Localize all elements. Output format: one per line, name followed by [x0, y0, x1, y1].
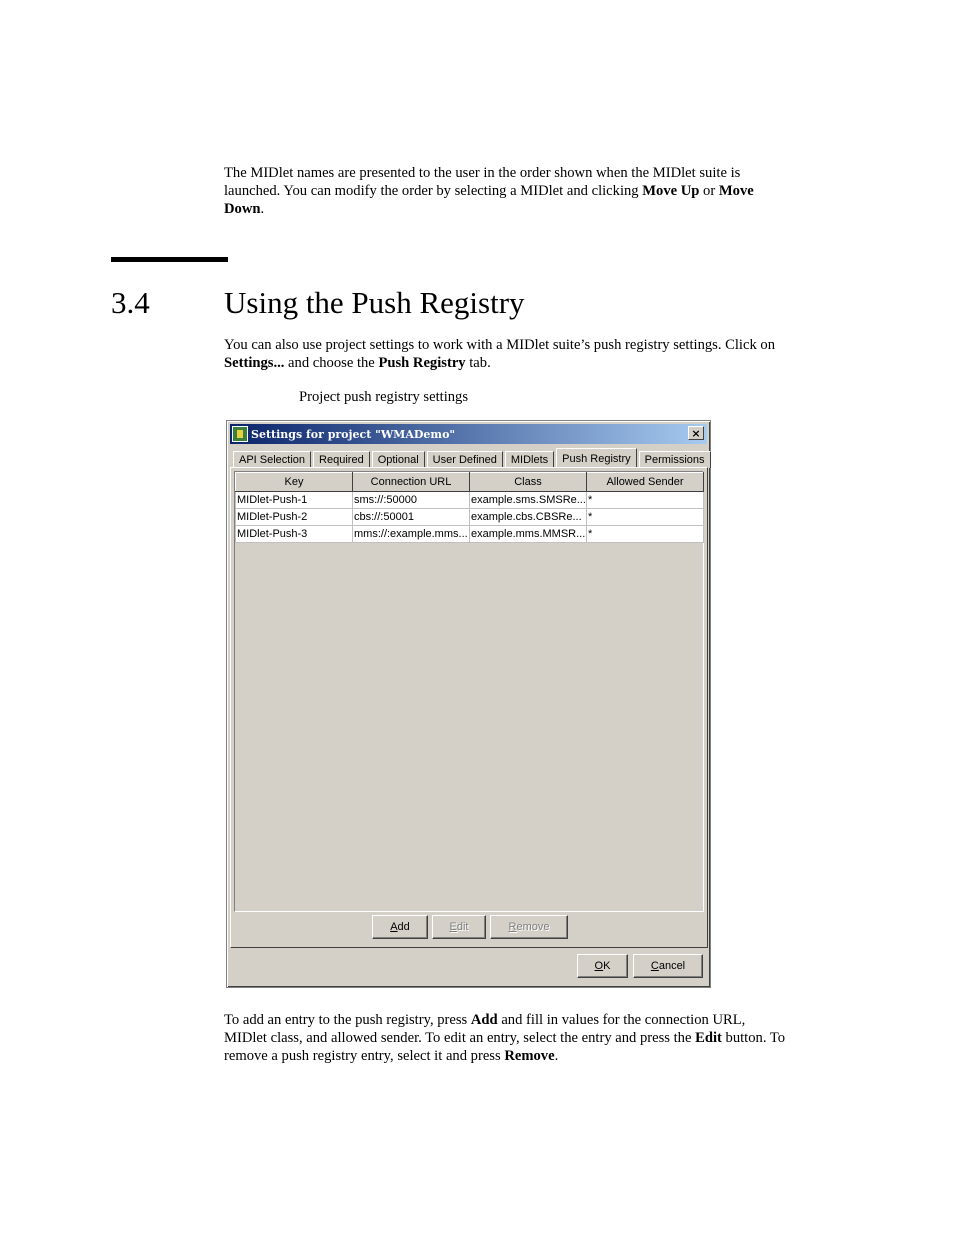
- tab-strip: [233, 448, 713, 468]
- settings-dialog: [226, 420, 711, 988]
- cell-key[interactable]: MIDlet-Push-1: [236, 492, 353, 509]
- dialog-title: Settings for project "WMADemo": [251, 427, 456, 441]
- table-header-row: [236, 473, 704, 492]
- add-button[interactable]: [372, 915, 428, 939]
- column-header-allowed-sender[interactable]: Allowed Sender: [587, 473, 704, 492]
- intro-text: The MIDlet names are presented to the user in the order shown when the MIDlet suite is launched. You can modify the order by selecting a MIDlet and clicking: [224, 165, 741, 199]
- push-registry-table: [235, 472, 704, 543]
- column-header-class[interactable]: Class: [470, 473, 587, 492]
- add-mnemonic: A: [390, 921, 398, 933]
- para-text: button. To remove a push registry entry, select it and press: [224, 1030, 786, 1064]
- push-registry-term: Push Registry: [378, 355, 466, 371]
- section-number: 3.4: [111, 285, 150, 320]
- remove-label: emove: [516, 921, 550, 933]
- dialog-titlebar[interactable]: [230, 424, 707, 444]
- move-up-term: Move Up: [642, 183, 700, 199]
- tab-midlets[interactable]: MIDlets: [505, 451, 554, 468]
- ok-label: K: [603, 960, 611, 972]
- cell-connection-url[interactable]: cbs://:50001: [353, 509, 470, 526]
- column-header-connection-url[interactable]: Connection URL: [353, 473, 470, 492]
- intro-text: or: [699, 183, 719, 199]
- para-text: tab.: [465, 355, 491, 371]
- cell-class[interactable]: example.sms.SMSRe...: [470, 492, 587, 509]
- remove-button[interactable]: [490, 915, 568, 939]
- app-icon: [232, 426, 248, 442]
- edit-label: dit: [456, 921, 469, 933]
- cell-key[interactable]: MIDlet-Push-3: [236, 526, 353, 543]
- add-label: dd: [397, 921, 410, 933]
- ok-mnemonic: O: [594, 960, 604, 972]
- para-text: You can also use project settings to work with a MIDlet suite’s push registry settings. Click on: [224, 337, 775, 353]
- remove-mnemonic: R: [508, 921, 517, 933]
- cell-allowed-sender[interactable]: *: [587, 509, 704, 526]
- add-term: Add: [470, 1012, 498, 1028]
- figure-caption: Project push registry settings: [299, 389, 469, 405]
- para-text: To add an entry to the push registry, press: [224, 1012, 471, 1028]
- cell-key[interactable]: MIDlet-Push-2: [236, 509, 353, 526]
- para-text: .: [554, 1048, 559, 1064]
- move-down-term: Move Down: [224, 183, 754, 217]
- table-row[interactable]: [236, 526, 704, 543]
- tab-user-defined[interactable]: User Defined: [427, 451, 503, 468]
- cell-connection-url[interactable]: mms://:example.mms...: [353, 526, 470, 543]
- cancel-mnemonic: C: [650, 960, 659, 972]
- cell-connection-url[interactable]: sms://:50000: [353, 492, 470, 509]
- column-header-key[interactable]: Key: [236, 473, 353, 492]
- edit-mnemonic: E: [449, 921, 457, 933]
- ok-button[interactable]: [577, 954, 628, 978]
- cell-allowed-sender[interactable]: *: [587, 526, 704, 543]
- intro-paragraph: [224, 164, 786, 218]
- cell-class[interactable]: example.cbs.CBSRe...: [470, 509, 587, 526]
- cancel-button[interactable]: [633, 954, 703, 978]
- add-edit-remove-paragraph: [224, 1011, 786, 1065]
- push-registry-paragraph: [224, 336, 786, 372]
- section-title: Using the Push Registry: [224, 285, 525, 320]
- tab-push-registry[interactable]: Push Registry: [556, 448, 636, 468]
- table-row[interactable]: [236, 509, 704, 526]
- section-rule: [111, 257, 228, 262]
- cancel-label: ancel: [658, 960, 686, 972]
- tab-api-selection[interactable]: API Selection: [233, 451, 311, 468]
- edit-term: Edit: [695, 1030, 722, 1046]
- settings-term: Settings...: [224, 355, 285, 371]
- close-icon[interactable]: ×: [688, 426, 704, 440]
- tab-permissions[interactable]: Permissions: [639, 451, 711, 468]
- tab-required[interactable]: Required: [313, 451, 370, 468]
- edit-button[interactable]: [432, 915, 486, 939]
- remove-term: Remove: [504, 1048, 555, 1064]
- intro-text: .: [260, 201, 265, 217]
- para-text: and choose the: [284, 355, 379, 371]
- table-row[interactable]: [236, 492, 704, 509]
- tab-optional[interactable]: Optional: [372, 451, 425, 468]
- cell-class[interactable]: example.mms.MMSR...: [470, 526, 587, 543]
- push-registry-panel: [230, 467, 708, 948]
- push-registry-table-area: [234, 471, 704, 912]
- para-text: and fill in values for the connection URL, MIDlet class, and allowed sender. To edit an entry, select the entry and press the: [224, 1012, 746, 1046]
- cell-allowed-sender[interactable]: *: [587, 492, 704, 509]
